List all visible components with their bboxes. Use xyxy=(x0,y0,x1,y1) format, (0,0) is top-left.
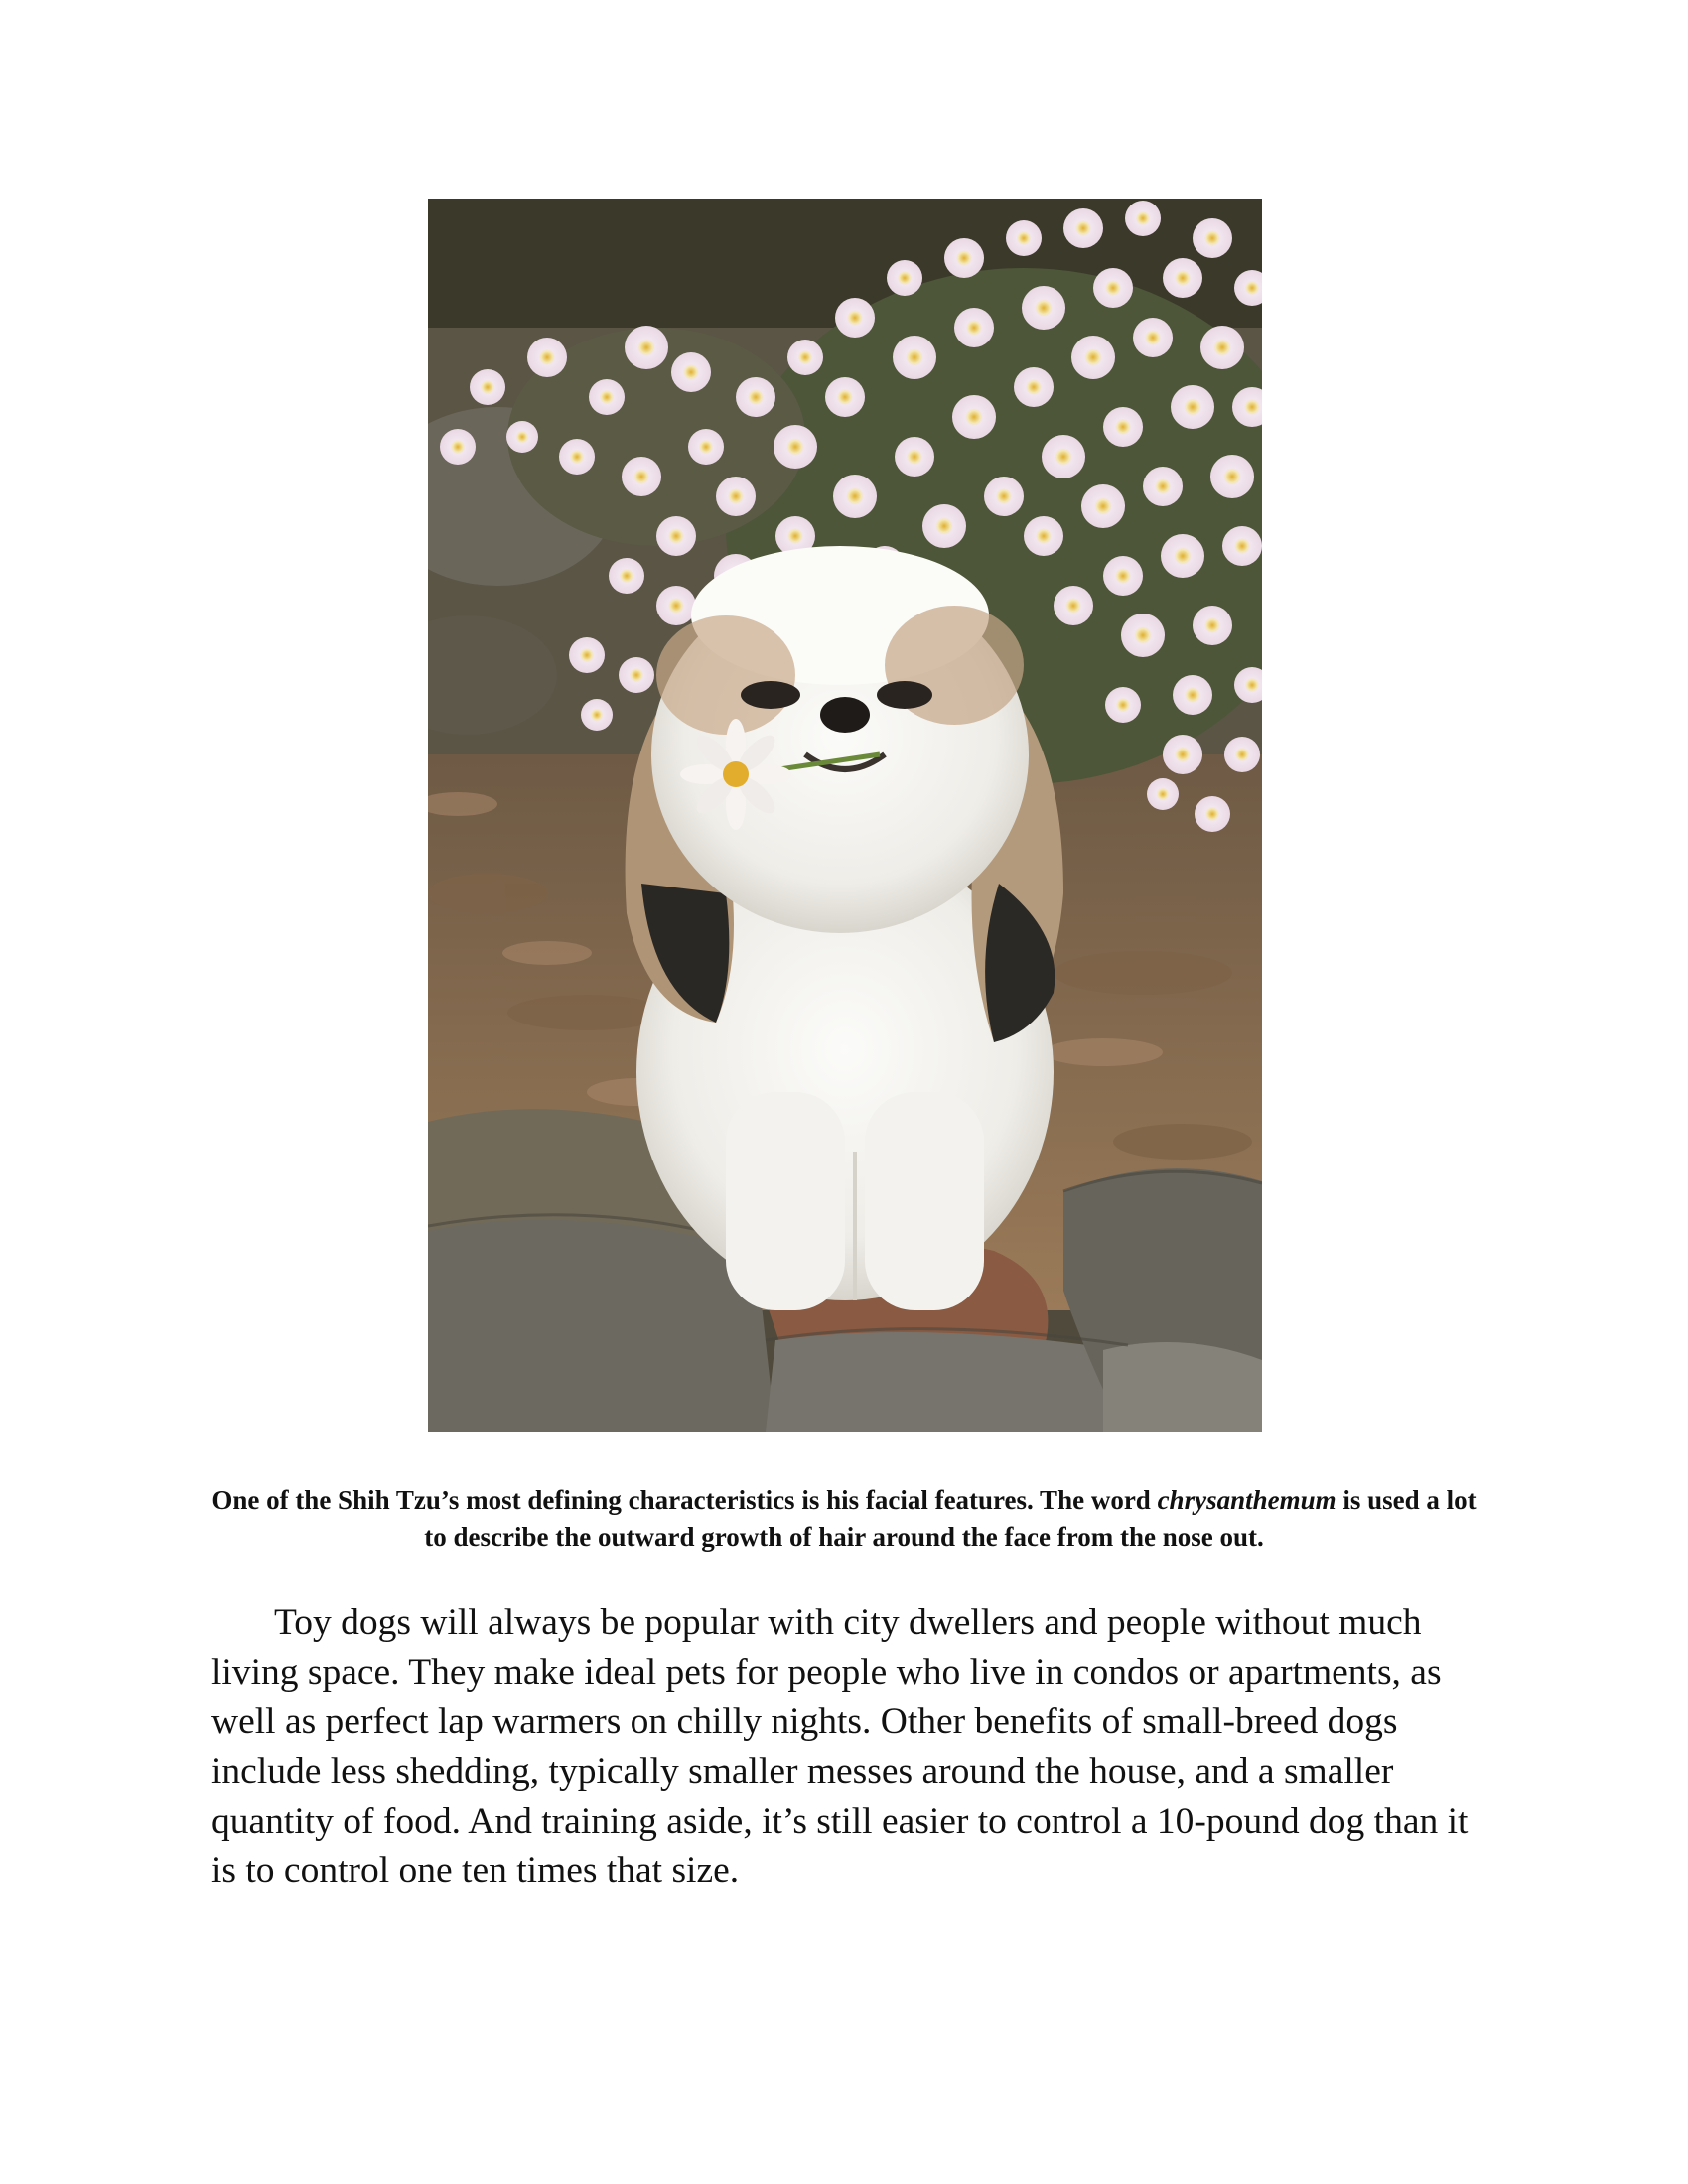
caption-text-2: is used a lot to describe the outward growth of hair around the face from the nose out. xyxy=(424,1485,1477,1552)
shih-tzu-photo xyxy=(428,199,1262,1432)
caption-term: chrysanthemum xyxy=(1157,1485,1336,1515)
figure-caption xyxy=(199,1482,1489,1556)
caption-text-1: One of the Shih Tzu’s most defining characteristics is his facial features. The word xyxy=(211,1485,1151,1515)
body-paragraph: Toy dogs will always be popular with city dwellers and people without much living space. They make ideal pets for people who live in condos or apartments, as well as perfect lap warmers on chilly nights. Other benefits of small-breed dogs include less shedding, typically smaller messes around the house, and a smaller quantity of food. And training aside, it’s still easier to control a 10-pound dog than it is to control one ten times that size. xyxy=(211,1602,1469,1891)
